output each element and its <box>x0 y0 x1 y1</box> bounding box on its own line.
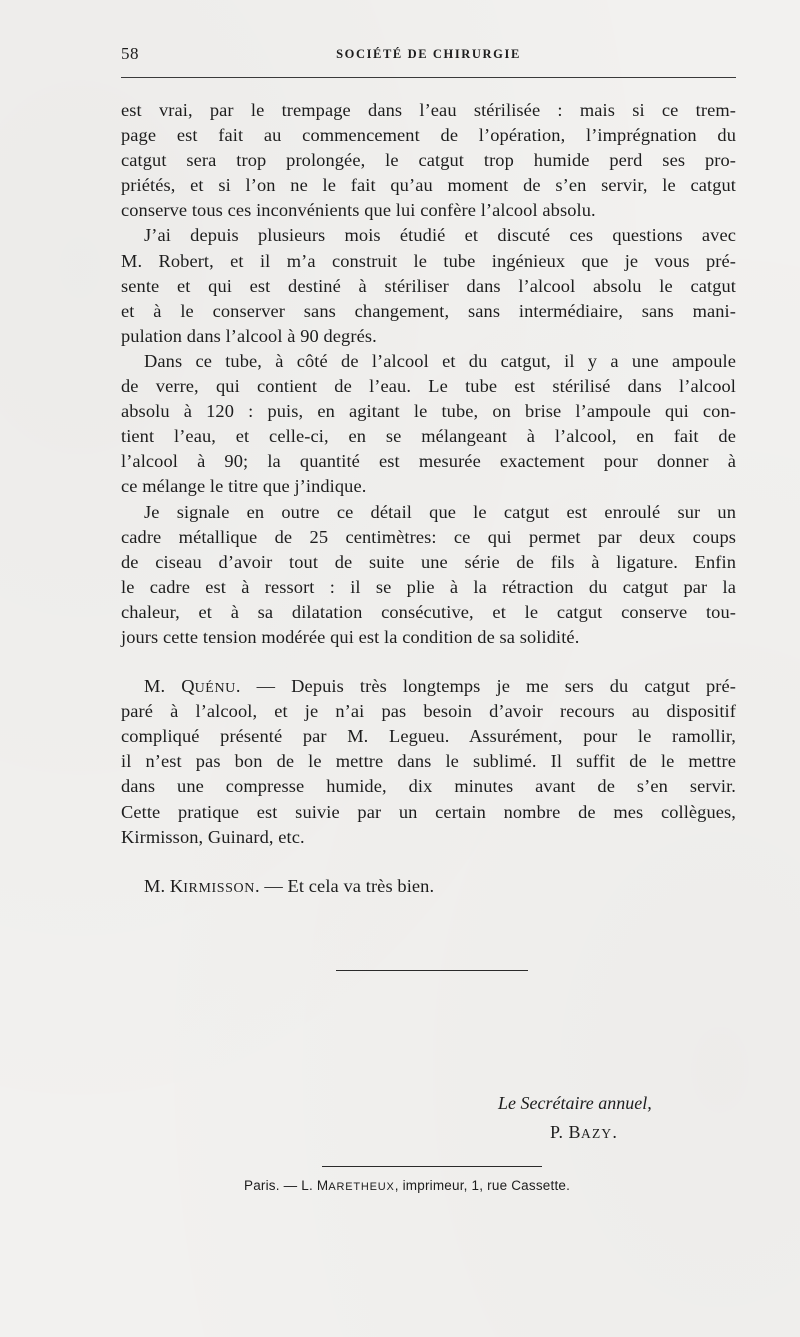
printer-imprint <box>244 1178 624 1193</box>
imprint-printer-initial: M <box>316 1178 329 1193</box>
speaker-prefix: M. <box>144 875 170 896</box>
text-line: pulation dans l’alcool à 90 degrés. <box>121 325 377 346</box>
text-line: J’ai depuis plusieurs mois étudié et discuté ces questions avec <box>144 225 736 246</box>
text-line: priétés, et si l’on ne le fait qu’au moment de s’en servir, le catgut <box>121 175 736 196</box>
text-line: Je signale en outre ce détail que le catgut est enroulé sur un <box>144 501 736 522</box>
signature-name-rest: AZY <box>581 1126 613 1141</box>
signature-name-suffix: . <box>612 1122 618 1142</box>
paragraph-gap <box>121 850 736 874</box>
text-line: Kirmisson, Guinard, etc. <box>121 826 305 847</box>
text-line: absolu à 120 : puis, en agitant le tube, on brise l’ampoule qui con- <box>121 401 736 422</box>
text-line: chaleur, et à sa dilatation consécutive, et le catgut conserve tou- <box>121 601 736 622</box>
signature-name-initial: B <box>568 1122 582 1142</box>
text-line: catgut sera trop prolongée, le catgut trop humide perd ses pro- <box>121 150 736 171</box>
text-line: il n’est pas bon de le mettre dans le sublimé. Il suffit de le mettre <box>121 751 736 772</box>
imprint-text-before: Paris. — L. <box>244 1178 317 1193</box>
text-line: conserve tous ces inconvénients que lui confère l’alcool absolu. <box>121 200 596 221</box>
text-line: tient l’eau, et celle-ci, en se mélangeant à l’alcool, en fait de <box>121 426 736 447</box>
text-line: cadre métallique de 25 centimètres: ce qui permet par deux coups <box>121 526 736 547</box>
imprint-printer-rest: ARETHEUX <box>328 1181 395 1193</box>
text-line: de ciseau d’avoir tout de suite une série de fils à ligature. Enfin <box>121 551 736 572</box>
text-line: ce mélange le titre que j’indique. <box>121 476 367 497</box>
text-line: Cette pratique est suivie par un certain nombre de mes collègues, <box>121 801 736 822</box>
imprint-rule <box>322 1166 542 1167</box>
text-line: est vrai, par le trempage dans l’eau stérilisée : mais si ce trem- <box>121 100 736 120</box>
speaker-prefix: M. <box>144 676 182 697</box>
text-line: Dans ce tube, à côté de l’alcool et du catgut, il y a une ampoule <box>144 350 736 371</box>
text-line: dans une compresse humide, dix minutes avant de s’en servir. <box>121 776 736 797</box>
text-line: M. Robert, et il m’a construit le tube ingénieux que je vous pré- <box>121 250 736 271</box>
header-rule <box>121 77 736 78</box>
text-line: paré à l’alcool, et je n’ai pas besoin d’avoir recours au dispositif <box>121 701 736 722</box>
page-header <box>121 44 736 66</box>
speaker-name-initial: Q <box>181 676 195 697</box>
text-line: et à le conserver sans changement, sans intermédiaire, sans mani- <box>121 300 736 321</box>
text-line: sente et qui est destiné à stériliser dans l’alcool absolu le catgut <box>121 275 736 296</box>
signature-block <box>498 1090 678 1150</box>
text-line: l’alcool à 90; la quantité est mesurée exactement pour donner à <box>121 451 736 472</box>
speaker-name-initial: K <box>169 875 184 896</box>
text-line: page est fait au commencement de l’opération, l’imprégnation du <box>121 125 736 146</box>
speaker-line-text: . — Et cela va très bien. <box>254 875 435 896</box>
text-line: le cadre est à ressort : il se plie à la rétraction du catgut par la <box>121 576 736 597</box>
signature-title: Le Secrétaire annuel, <box>498 1093 652 1113</box>
speaker-name-rest: IRMISSON <box>183 880 255 896</box>
speaker-name-rest: UÉNU <box>194 681 236 697</box>
paragraph-gap <box>121 650 736 674</box>
imprint-text-after: , imprimeur, 1, rue Cassette. <box>394 1178 571 1193</box>
speaker-line-quenu <box>121 674 736 699</box>
text-line: compliqué présenté par M. Legueu. Assurément, pour le ramollir, <box>121 726 736 747</box>
speaker-line-text: . — Depuis très longtemps je me sers du catgut pré- <box>235 676 736 697</box>
body-text <box>121 98 736 899</box>
text-line: de verre, qui contient de l’eau. Le tube est stérilisé dans l’alcool <box>121 376 736 397</box>
signature-name <box>498 1116 678 1150</box>
text-line: jours cette tension modérée qui est la condition de sa solidité. <box>121 626 580 647</box>
signature-name-prefix: P. <box>550 1122 569 1142</box>
section-divider <box>336 970 528 971</box>
speaker-line-kirmisson <box>121 874 736 899</box>
page-number: 58 <box>121 44 139 63</box>
running-head: SOCIÉTÉ DE CHIRURGIE <box>336 47 521 61</box>
